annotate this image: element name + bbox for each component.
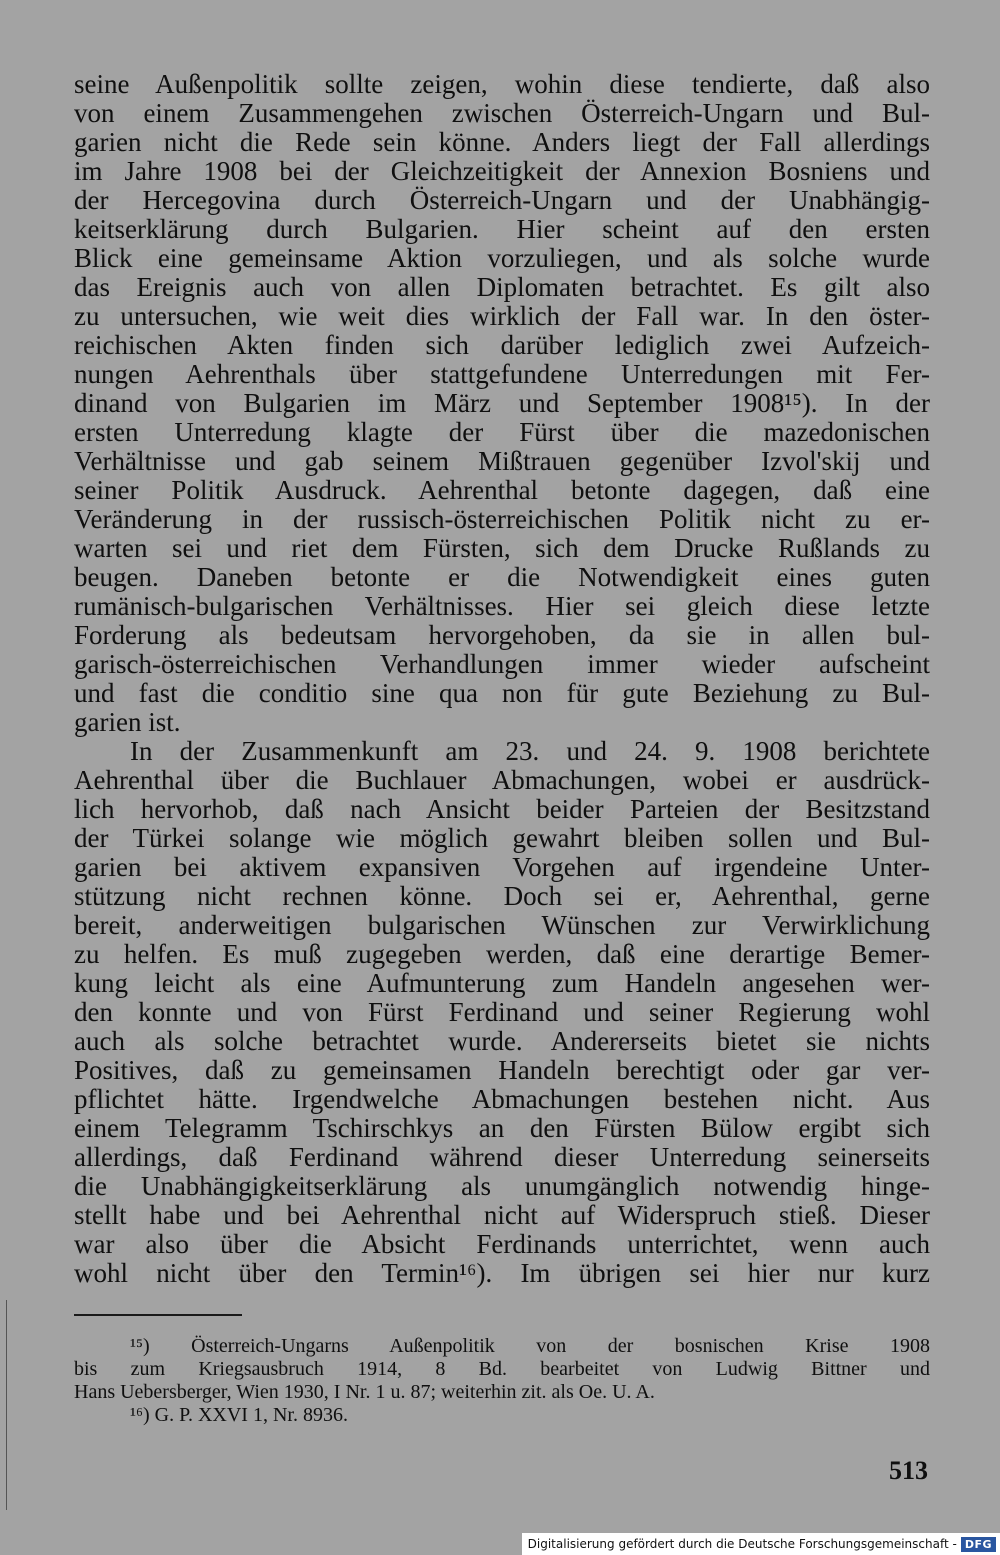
text-line: zu helfen. Es muß zugegeben werden, daß eine derartige Bemer-	[74, 939, 930, 969]
text-line: und fast die conditio sine qua non für gute Beziehung zu Bul-	[74, 678, 930, 708]
text-line: einem Telegramm Tschirschkys an den Fürsten Bülow ergibt sich	[74, 1113, 930, 1143]
text-line: zu untersuchen, wie weit dies wirklich der Fall war. In den öster-	[74, 301, 930, 331]
footnotes	[74, 1335, 930, 1427]
text-line: warten sei und riet dem Fürsten, sich dem Drucke Rußlands zu	[74, 533, 930, 563]
text-line: war also über die Absicht Ferdinands unterrichtet, wenn auch	[74, 1229, 930, 1259]
text-line: pflichtet hätte. Irgendwelche Abmachungen bestehen nicht. Aus	[74, 1084, 930, 1114]
text-line: nungen Aehrenthals über stattgefundene Unterredungen mit Fer-	[74, 359, 930, 389]
dfg-logo: DFG	[961, 1537, 996, 1552]
text-line: der Türkei solange wie möglich gewahrt bleiben sollen und Bul-	[74, 823, 930, 853]
text-line: wohl nicht über den Termin¹⁶). Im übrigen sei hier nur kurz	[74, 1258, 930, 1288]
text-line: von einem Zusammengehen zwischen Österreich-Ungarn und Bul-	[74, 98, 930, 128]
text-line: dinand von Bulgarien im März und September 1908¹⁵). In der	[74, 388, 930, 418]
text-line: beugen. Daneben betonte er die Notwendigkeit eines guten	[74, 562, 930, 592]
text-line: Positives, daß zu gemeinsamen Handeln berechtigt oder gar ver-	[74, 1055, 930, 1085]
text-line: reichischen Akten finden sich darüber lediglich zwei Aufzeich-	[74, 330, 930, 360]
footnote-15	[74, 1335, 930, 1404]
text-line: bereit, anderweitigen bulgarischen Wünschen zur Verwirklichung	[74, 910, 930, 940]
footnote-16	[74, 1404, 930, 1427]
text-line: das Ereignis auch von allen Diplomaten betrachtet. Es gilt also	[74, 272, 930, 302]
text-line: Blick eine gemeinsame Aktion vorzuliegen, und als solche wurde	[74, 243, 930, 273]
text-line: allerdings, daß Ferdinand während dieser Unterredung seinerseits	[74, 1142, 930, 1172]
footnote-line: ¹⁵) Österreich-Ungarns Außenpolitik von der bosnischen Krise 1908	[130, 1335, 930, 1357]
text-line: ersten Unterredung klagte der Fürst über die mazedonischen	[74, 417, 930, 447]
text-line: die Unabhängigkeitserklärung als unumgänglich notwendig hinge-	[74, 1171, 930, 1201]
text-line: seiner Politik Ausdruck. Aehrenthal betonte dagegen, daß eine	[74, 475, 930, 505]
page-number: 513	[889, 1456, 928, 1485]
text-line: garien ist.	[74, 707, 181, 737]
text-line: lich hervorhob, daß nach Ansicht beider Parteien der Besitzstand	[74, 794, 930, 824]
page-body	[74, 70, 930, 1288]
text-line: seine Außenpolitik sollte zeigen, wohin diese tendierte, daß also	[74, 69, 930, 99]
footnote-line: Hans Uebersberger, Wien 1930, I Nr. 1 u. 87; weiterhin zit. als Oe. U. A.	[74, 1381, 655, 1403]
text-line: kung leicht als eine Aufmunterung zum Handeln angesehen wer-	[74, 968, 930, 998]
text-line: stützung nicht rechnen könne. Doch sei er, Aehrenthal, gerne	[74, 881, 930, 911]
text-line: Veränderung in der russisch-österreichischen Politik nicht zu er-	[74, 504, 930, 534]
scan-edge-line	[6, 1300, 7, 1510]
text-line: Aehrenthal über die Buchlauer Abmachungen, wobei er ausdrück-	[74, 765, 930, 795]
footnote-separator	[74, 1314, 242, 1316]
footnote-line: ¹⁶) G. P. XXVI 1, Nr. 8936.	[130, 1404, 348, 1426]
paragraph-2	[74, 737, 930, 1288]
text-line: den konnte und von Fürst Ferdinand und seiner Regierung wohl	[74, 997, 930, 1027]
text-line: garien nicht die Rede sein könne. Anders liegt der Fall allerdings	[74, 127, 930, 157]
text-line: im Jahre 1908 bei der Gleichzeitigkeit der Annexion Bosniens und	[74, 156, 930, 186]
text-line: In der Zusammenkunft am 23. und 24. 9. 1908 berichtete	[130, 736, 930, 766]
text-line: Verhältnisse und gab seinem Mißtrauen gegenüber Izvol'skij und	[74, 446, 930, 476]
text-line: rumänisch-bulgarischen Verhältnisses. Hier sei gleich diese letzte	[74, 591, 930, 621]
footnote-line: bis zum Kriegsausbruch 1914, 8 Bd. bearbeitet von Ludwig Bittner und	[74, 1358, 930, 1380]
credit-text: Digitalisierung gefördert durch die Deutsche Forschungsgemeinschaft -	[527, 1537, 957, 1551]
text-line: keitserklärung durch Bulgarien. Hier scheint auf den ersten	[74, 214, 930, 244]
paragraph-1	[74, 70, 930, 737]
digitization-credit	[522, 1533, 1000, 1555]
text-line: der Hercegovina durch Österreich-Ungarn und der Unabhängig-	[74, 185, 930, 215]
text-line: auch als solche betrachtet wurde. Andererseits bietet sie nichts	[74, 1026, 930, 1056]
text-line: garien bei aktivem expansiven Vorgehen auf irgendeine Unter-	[74, 852, 930, 882]
text-line: garisch-österreichischen Verhandlungen immer wieder aufscheint	[74, 649, 930, 679]
text-line: stellt habe und bei Aehrenthal nicht auf Widerspruch stieß. Dieser	[74, 1200, 930, 1230]
text-line: Forderung als bedeutsam hervorgehoben, da sie in allen bul-	[74, 620, 930, 650]
